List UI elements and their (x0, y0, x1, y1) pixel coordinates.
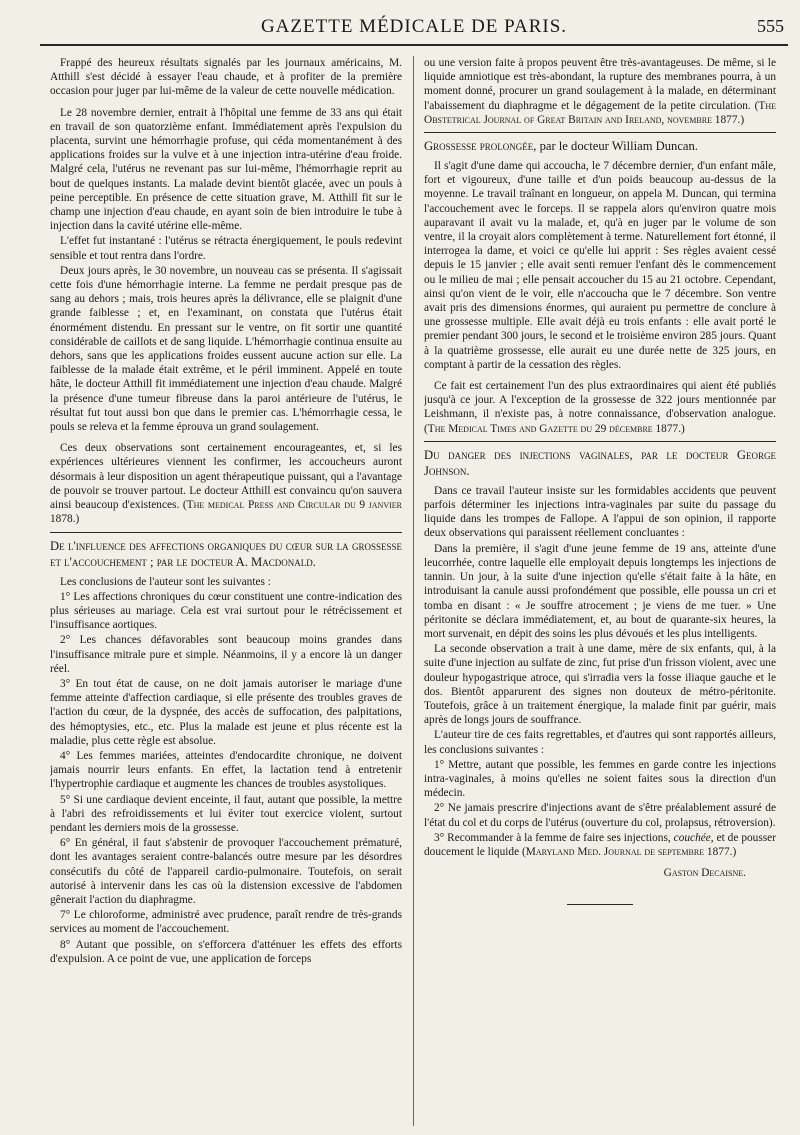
right-column (424, 56, 776, 1126)
list-item: 6° En général, il faut s'abstenir de provoquer l'accouchement prématuré, dont les avantages seraient contre-balancés outre mesure par les désordres consécutifs du côté de l'appareil cardio-pulmonaire. Toutefois, on serait autorisé à intervenir dans les cas où la distension excessive de l'abdomen gênerait l'action du diaphragme. (50, 837, 402, 906)
section-heading-duncan (424, 132, 776, 154)
emphasis-text: couchée, (673, 831, 714, 844)
page-header (40, 14, 788, 46)
article-paragraph (50, 441, 402, 526)
list-item-text: et de pousser doucement le liquide (424, 831, 776, 858)
list-item-text: 3° Recommander à la femme de faire ses injections, (434, 831, 671, 844)
article-paragraph: Il s'agit d'une dame qui accoucha, le 7 décembre dernier, d'un enfant mâle, fort et vigoureux, d'une taille et d'un poids beaucoup au-dessus de la moyenne. Le travail traînant en longueur, on appela M. Duncan, qui termina l'accouchement avec le forceps. Il se rappela alors qu'environ quatre mois auparavant il avait vu la malade, et, qu'à en juger par le volume de son ventre, il la croyait alors complètement à terme. Naturellement fort étonné, il interrogea la dame, et voici ce qu'elle lui apprit : Ses règles avaient cessé depuis le 15 janvier ; elle avait senti remuer l'enfant dès le commencement ou le milieu de mai ; elle pensait accoucher du 15 au 21 octobre. Cependant, ainsi qu'on vient de le voir, elle n'accoucha que le 7 décembre. Son ventre avait pris des dimensions énormes, qui auraient pu permettre de conclure à une grossesse multiple. Elle avait déjà eu trois enfants : elle avait porté le premier pendant 300 jours, le second et le troisième environ 285 jours. Quant à la quatrième grossesse, elle aurait eu une durée nette de 325 jours, en comptant à partir de la cessation des règles. (424, 160, 776, 371)
list-item: 5° Si une cardiaque devient enceinte, il faut, autant que possible, la mettre à l'abri des refroidissements et lui éviter tout exercice violent, surtout pendant les derniers mois de la grossesse. (50, 793, 402, 834)
source-reference: (Maryland Med. Journal de septembre 1877.) (521, 845, 737, 858)
list-item: 3° En tout état de cause, on ne doit jamais autoriser le mariage d'une femme atteinte d'affection cardiaque, si elle présente des troubles graves de l'action du cœur, de la dyspnée, des accès de suffocation, des palpitations, des hémoptysies, etc., etc. Plus la malade est jeune et plus récente est la maladie, plus cette règle est absolue. (50, 677, 402, 747)
article-paragraph: La seconde observation a trait à une dame, mère de six enfants, qui, à la suite d'une injection au sulfate de zinc, fut prise d'un frisson violent, avec une douleur hypogastrique atroce, qui s'irradia vers la fosse iliaque gauche et le dos. Bientôt apparurent des signes non douteux de métro-péritonite. Toutefois, grâce à un traitement énergique, la malade finit par guérir, mais après de longs jours de souffrance. (424, 643, 776, 727)
paragraph-text: ou une version faite à propos peuvent être très-avantageuses. De même, si le liquide amniotique est très-abondant, la rupture des membranes pourra, à un moment donné, procurer un grand soulagement à la malade, en déterminant l'abaissement du diaphragme et le dégagement de la petite circulation. (424, 57, 776, 112)
source-reference: (The Obstetrical Journal of Great Britain and Ireland, novembre 1877.) (424, 99, 776, 126)
article-paragraph: Le 28 novembre dernier, entrait à l'hôpital une femme de 33 ans qui était en travail de son quatorzième enfant. Immédiatement après l'expulsion du placenta, survint une hémorrhagie profuse, qui céda momentanément à des applications froides sur la vulve et à une injection intra-utérine d'eau froide. Malgré cela, l'utérus ne revenant pas sur lui-même, l'hémorrhagie reprit au bout de quelques instants. La malade devint bientôt glacée, avec un pouls à peine perceptible. En présence de cette situation grave, M. Atthill fit sur le champ une injection d'eau chaude, en ayant soin de bien introduire le tube à injection dans la cavité utérine elle-même. (50, 106, 402, 233)
list-item: 2° Les chances défavorables sont beaucoup moins grandes dans l'insuffisance mitrale pure et simple. Néanmoins, il y a encore là un danger réel. (50, 634, 402, 675)
journal-title: GAZETTE MÉDICALE DE PARIS. (260, 16, 568, 37)
list-item: 1° Mettre, autant que possible, les femmes en garde contre les injections intra-vaginales, à moins qu'elles ne soient faites sous la direction d'un médecin. (424, 758, 776, 800)
section-heading-macdonald (50, 532, 402, 570)
article-paragraph: Deux jours après, le 30 novembre, un nouveau cas se présenta. Il s'agissait cette fois d'une hémorrhagie interne. La femme ne perdait presque pas de sang au dehors ; mais, trois heures après la délivrance, elle se plaignit d'une grande faiblesse ; et, en l'examinant, on constata que l'utérus était énormément distendu. En pressant sur le ventre, on fit sortir une quantité considérable de caillots et de sang liquide. L'hémorrhagie continua ensuite au dehors, sans que les applications froides eussent aucune action sur elle. La faiblesse de la malade était extrême, et le péril imminent. Appelé en toute hâte, le docteur Atthill fit immédiatement une injection d'eau chaude. Malgré la présence d'une tumeur fibreuse dans la paroi antérieure de l'utérus, le résultat fut tout aussi bon que dans le premier cas. L'hémorrhagie cessa, le pouls se releva et la femme éprouva un grand soulagement. (50, 264, 402, 434)
heading-title: Grossesse prolongée, (424, 139, 537, 154)
section-heading-johnson (424, 441, 776, 479)
list-item (424, 831, 776, 859)
article-paragraph: Les conclusions de l'auteur sont les suivantes : (60, 575, 271, 588)
heading-title: Du danger des injections vaginales, (424, 447, 633, 462)
paragraph-text: Ce fait est certainement l'un des plus extraordinaires qui aient été publiés jusqu'à ce jour. A l'exception de la grossesse de 322 jours mentionnée par Leishmann, il n'existe pas, à notre connaissance, d'observation analogue. (424, 380, 776, 421)
list-item: 1° Les affections chroniques du cœur constituent une contre-indication des plus sérieuses au mariage. Cela est vrai surtout pour le rétrécissement et l'insuffisance aortiques. (50, 590, 402, 632)
author-signature: Gaston Decaisne. (663, 867, 746, 880)
article-paragraph: L'auteur tire de ces faits regrettables, et d'autres qui sont rapportés ailleurs, les conclusions suivantes : (424, 729, 776, 756)
article-paragraph: L'effet fut instantané : l'utérus se rétracta énergiquement, le pouls redevint sensible et tout rentra dans l'ordre. (50, 235, 402, 262)
heading-author: par le docteur William Duncan. (539, 139, 698, 154)
article-paragraph (424, 379, 776, 436)
paragraph-text: Ces deux observations sont certainement encourageantes, et, si les expériences ultérieures viennent les confirmer, les accoucheurs auront désormais à leur disposition un agent thérapeutique puissant, qui a l'avantage de pouvoir se trouver partout. Le docteur Atthill est convaincu qu'on sauvera ainsi beaucoup d'existences. (50, 442, 402, 512)
source-reference: (The Medical Times and Gazette du 29 décembre 1877.) (424, 422, 685, 435)
list-item: 4° Les femmes mariées, atteintes d'endocardite chronique, ne doivent jamais nourrir leurs enfants. En effet, la lactation tend à entretenir l'hypertrophie cardiaque et augmente les chances de troubles asystoliques. (50, 749, 402, 791)
list-item: 8° Autant que possible, on s'efforcera d'atténuer les effets des efforts d'expulsion. A ce point de vue, une application de forceps (50, 938, 402, 965)
closing-rule (567, 904, 633, 905)
source-reference: (The medical Press and Circular du 9 janvier 1878.) (50, 499, 402, 526)
page-number: 555 (757, 16, 784, 36)
heading-author: par le docteur George Johnson. (424, 447, 776, 478)
list-item: 7° Le chloroforme, administré avec prudence, paraît rendre de très-grands services au moment de l'accouchement. (50, 909, 402, 936)
article-paragraph: Dans la première, il s'agit d'une jeune femme de 19 ans, atteinte d'une leucorrhée, contre laquelle elle employait depuis longtemps les injections de tannin. Un jour, à la suite d'une injection qu'elle s'était faite à la hâte, en introduisant la canule aussi profondément que possible, elle poussa un cri et tomba en disant : « Je souffre atrocement ; je viens de me tuer. » Une péritonite se déclara immédiatement, et, au bout de quarante-six heures, la mort survenait, en dépit des soins les plus dévoués et les plus intelligents. (424, 542, 776, 640)
article-paragraph (424, 56, 776, 127)
left-column (50, 56, 402, 1126)
column-divider (413, 56, 414, 1126)
heading-title: De l'influence des affections organiques du cœur sur la grossesse et l'accouchement ; (50, 538, 402, 569)
article-paragraph: Frappé des heureux résultats signalés par les journaux américains, M. Atthill s'est décidé à essayer l'eau chaude, et à profiter de la première occasion pour juger par lui-même de la valeur de cette nouvelle médication. (50, 57, 402, 98)
heading-author: par le docteur A. Macdonald. (156, 554, 316, 569)
article-paragraph: Dans ce travail l'auteur insiste sur les formidables accidents que peuvent parfois déterminer les injections intra-vaginales par suite du passage du liquide dans les trompes de Fallope. A l'appui de son opinion, il rapporte deux observations qui paraissent réellement concluantes : (424, 484, 776, 540)
list-item: 2° Ne jamais prescrire d'injections avant de s'être préalablement assuré de l'état du col et du corps de l'utérus (ouverture du col, prolapsus, rétroversion). (424, 802, 776, 829)
